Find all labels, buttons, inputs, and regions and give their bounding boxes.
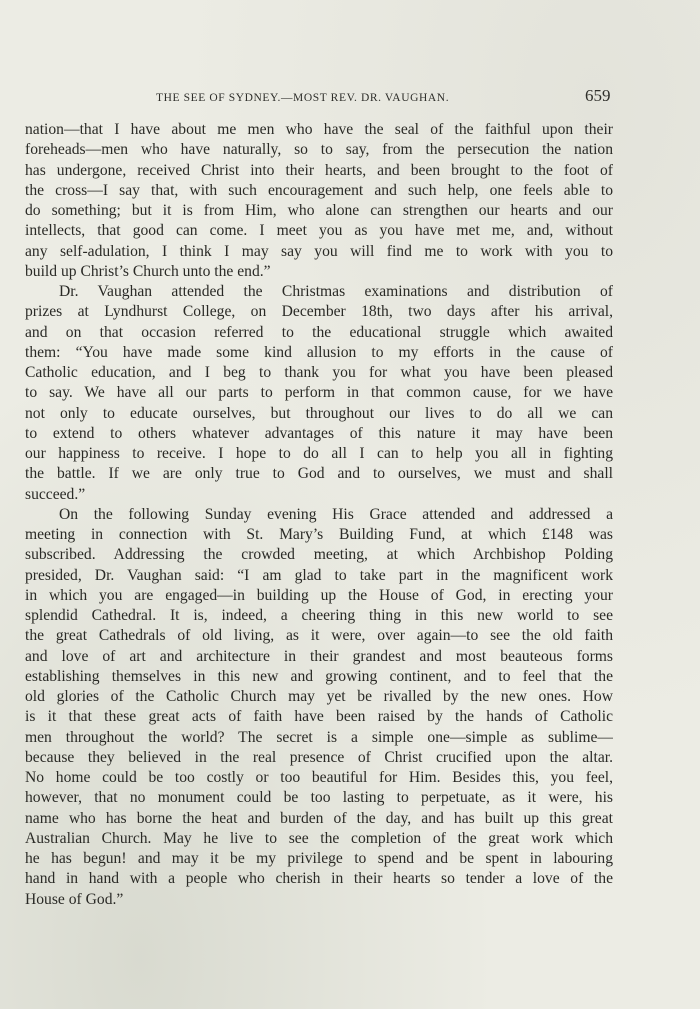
text-line: because they believed in the real presence of Christ crucified upon the altar. [25, 748, 613, 766]
page-number: 659 [585, 86, 611, 105]
text-line: has undergone, received Christ into their hearts, and been brought to the foot of [25, 161, 613, 179]
text-line: presided, Dr. Vaughan said: “I am glad to take part in the magnificent work [25, 566, 613, 584]
text-line: Dr. Vaughan attended the Christmas examinations and distribution of [59, 283, 613, 300]
text-line: our happiness to receive. I hope to do all I can to help you all in fighting [25, 445, 613, 462]
text-line: however, that no monument could be too lasting to perpetuate, as it were, his [25, 789, 613, 807]
text-line: On the following Sunday evening His Grace attended and addressed a [59, 505, 613, 523]
text-line: old glories of the Catholic Church may yet be rivalled by the new ones. How [25, 688, 613, 705]
text-line: and love of art and architecture in their grandest and most beauteous forms [25, 647, 613, 665]
text-line: to say. We have all our parts to perform in that common cause, for we have [25, 384, 613, 402]
text-line: House of God.” [25, 890, 124, 908]
text-line: in which you are engaged—in building up the House of God, in erecting your [25, 586, 613, 604]
text-line: name who has borne the heat and burden of the day, and has built up this great [25, 809, 613, 827]
text-line: the battle. If we are only true to God and to ourselves, we must and shall [25, 465, 613, 483]
text-line: them: “You have made some kind allusion to my efforts in the cause of [25, 343, 613, 361]
text-line: to extend to others whatever advantages of this nature it may have been [25, 424, 613, 442]
text-line: is it that these great acts of faith have been raised by the hands of Catholic [25, 708, 613, 726]
text-line: splendid Cathedral. It is, indeed, a cheering thing in this new world to see [25, 607, 613, 624]
text-line: not only to educate ourselves, but throughout our lives to do all we can [25, 404, 613, 422]
text-line: subscribed. Addressing the crowded meeting, at which Archbishop Polding [25, 546, 613, 564]
text-line: build up Christ’s Church unto the end.” [25, 262, 271, 280]
text-line: foreheads—men who have naturally, so to say, from the persecution the nation [25, 141, 613, 159]
text-line: and on that occasion referred to the educational struggle which awaited [25, 323, 613, 341]
text-line: do something; but it is from Him, who alone can strengthen our hearts and our [25, 202, 613, 219]
body-text [25, 120, 613, 910]
page-header [0, 86, 700, 110]
running-title: THE SEE OF SYDNEY.—MOST REV. DR. VAUGHAN. [156, 92, 450, 104]
text-line: No home could be too costly or too beautiful for Him. Besides this, you feel, [25, 769, 613, 786]
text-line: he has begun! and may it be my privilege to spend and be spent in labouring [25, 850, 613, 867]
text-line: the great Cathedrals of old living, as it were, over again—to see the old faith [25, 627, 613, 645]
text-line: men throughout the world? The secret is a simple one—simple as sublime— [25, 728, 613, 746]
text-line: meeting in connection with St. Mary’s Building Fund, at which £148 was [25, 526, 613, 543]
text-line: Catholic education, and I beg to thank you for what you have been pleased [25, 364, 613, 381]
text-line: intellects, that good can come. I meet you as you have met me, and, without [25, 222, 613, 240]
text-line: nation—that I have about me men who have the seal of the faithful upon their [25, 121, 613, 138]
text-line: Australian Church. May he live to see the completion of the great work which [25, 829, 613, 847]
text-line: succeed.” [25, 485, 86, 503]
text-line: any self-adulation, I think I may say you will find me to work with you to [25, 242, 613, 260]
text-line: the cross—I say that, with such encouragement and such help, one feels able to [25, 181, 613, 199]
text-line: hand in hand with a people who cherish in their hearts so tender a love of the [25, 870, 613, 888]
text-line: establishing themselves in this new and growing continent, and to feel that the [25, 667, 613, 685]
text-line: prizes at Lyndhurst College, on December 18th, two days after his arrival, [25, 303, 613, 321]
